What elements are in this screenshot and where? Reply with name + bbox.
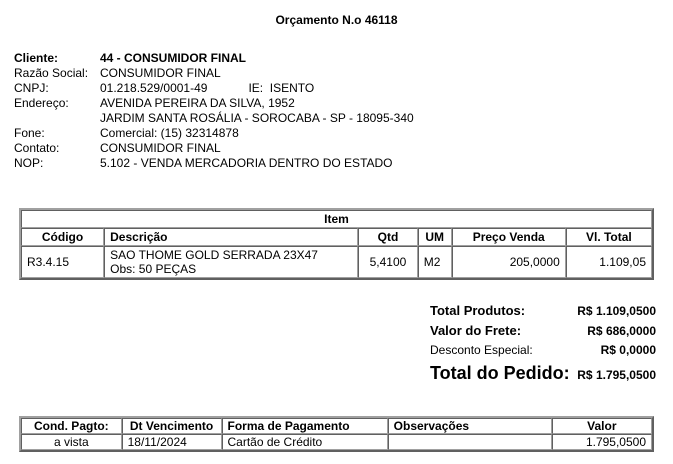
total-produtos-label: Total Produtos: [430,303,526,318]
table-row [21,246,652,278]
value-nop: 5.102 - VENDA MERCADORIA DENTRO DO ESTADO [100,156,393,170]
item-obs: Obs: 50 PEÇAS [110,262,197,276]
items-table [19,208,654,280]
col-qtd: Qtd [358,228,418,246]
frete-label: Valor do Frete: [430,323,522,338]
label-contato: Contato: [14,141,60,155]
col-cond-pagto: Cond. Pagto: [21,418,122,434]
label-fone: Fone: [14,126,45,140]
cell-vencimento: 18/11/2024 [122,434,222,450]
value-endereco-2: JARDIM SANTA ROSÁLIA - SOROCABA - SP - 18095-340 [100,111,414,125]
col-codigo: Código [21,228,104,246]
total-produtos-row [430,303,656,323]
client-info [14,51,414,171]
client-row-cliente [14,51,414,66]
col-vl-total: Vl. Total [566,228,652,246]
frete-row [430,323,656,343]
payments-table [19,416,654,452]
desconto-value: R$ 0,0000 [600,343,656,357]
totals-block [430,303,656,384]
cell-qtd: 5,4100 [358,246,418,278]
cell-cond: a vista [21,434,122,450]
value-cliente: 44 - CONSUMIDOR FINAL [100,51,247,65]
col-valor: Valor [552,418,652,434]
value-razao-social: CONSUMIDOR FINAL [100,66,221,80]
total-pedido-value: R$ 1.795,0500 [577,368,656,382]
col-dt-vencimento: Dt Vencimento [122,418,222,434]
col-preco-venda: Preço Venda [452,228,566,246]
label-ie: IE: [248,81,264,95]
desconto-row [430,343,656,363]
label-nop: NOP: [14,156,44,170]
label-cliente: Cliente: [14,51,59,65]
total-produtos-value: R$ 1.109,0500 [577,304,656,318]
label-endereco: Endereço: [14,96,69,110]
client-row-cnpj [14,81,414,96]
client-row-endereco [14,96,414,111]
cell-codigo: R3.4.15 [21,246,104,278]
cell-preco: 205,0000 [452,246,566,278]
client-row-endereco-2 [14,111,414,126]
client-row-fone [14,126,414,141]
client-row-razao-social [14,66,414,81]
col-descricao: Descrição [104,228,358,246]
col-observacoes: Observações [388,418,552,434]
items-header-row [21,228,652,246]
value-endereco: AVENIDA PEREIRA DA SILVA, 1952 [100,96,295,110]
label-cnpj: CNPJ: [14,81,49,95]
page-title: Orçamento N.o 46118 [275,13,398,27]
total-pedido-row [430,363,656,384]
cell-valor: 1.795,0500 [552,434,652,450]
label-razao-social: Razão Social: [14,66,89,80]
item-description: SAO THOME GOLD SERRADA 23X47 [110,248,318,262]
cell-um: M2 [418,246,452,278]
value-ie: ISENTO [269,81,315,95]
value-contato: CONSUMIDOR FINAL [100,141,221,155]
client-row-contato [14,141,414,156]
label-endereco-2 [14,111,100,126]
cell-obs [388,434,552,450]
items-caption: Item [21,210,652,228]
col-forma-pagamento: Forma de Pagamento [222,418,388,434]
table-row [21,434,652,450]
frete-value: R$ 686,0000 [587,324,656,338]
cell-descricao [104,246,358,278]
cell-forma: Cartão de Crédito [222,434,388,450]
value-cnpj: 01.218.529/0001-49 [100,81,208,95]
col-um: UM [418,228,452,246]
desconto-label: Desconto Especial: [430,343,533,357]
payments-header-row [21,418,652,434]
client-row-nop [14,156,414,171]
value-fone: Comercial: (15) 32314878 [100,126,239,140]
total-pedido-label: Total do Pedido: [430,363,570,383]
cell-total: 1.109,05 [566,246,652,278]
